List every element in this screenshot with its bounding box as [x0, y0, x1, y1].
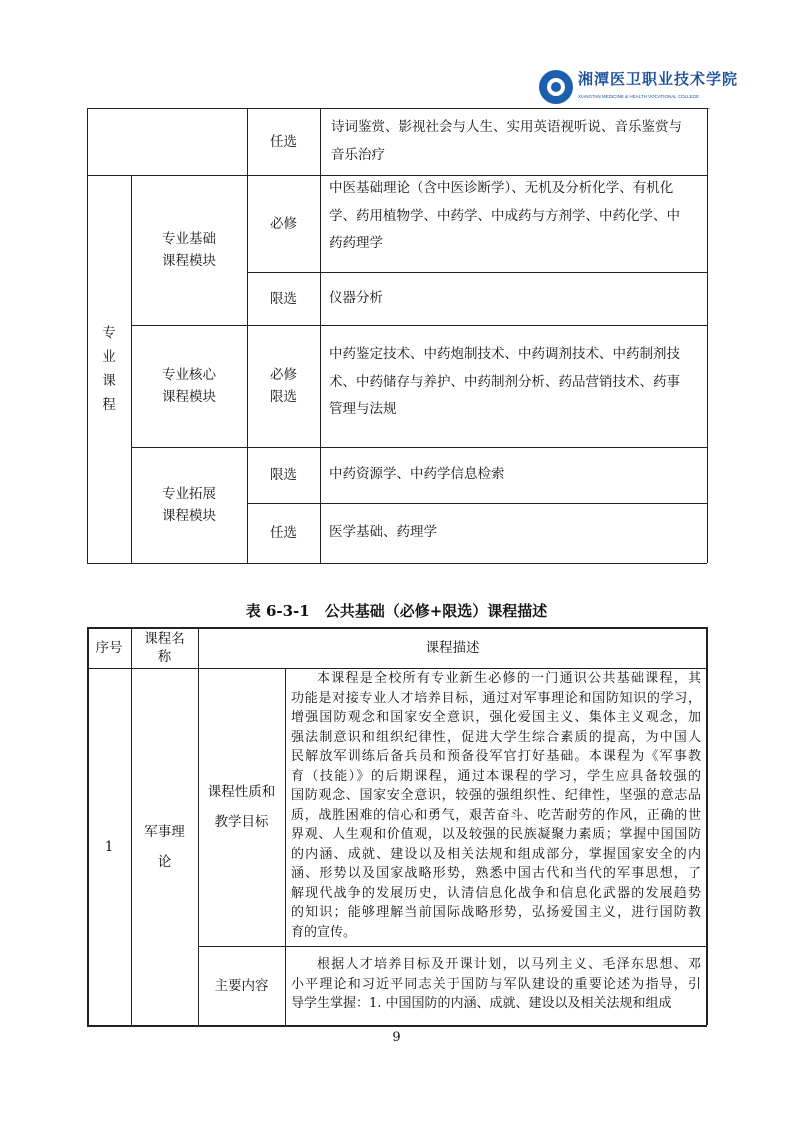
text-line: 民解放军训练后备兵员和预备役军官打好基础。本课程为《军事教 — [291, 749, 701, 764]
t2-header-name: 课程名 称 — [144, 630, 185, 665]
text-line: 本课程是全校所有专业新生必修的一门通识公共基础课程，其 — [317, 671, 701, 686]
page-number: 9 — [392, 1030, 401, 1045]
t2-section-text — [291, 669, 701, 942]
t1-type: 必修 — [270, 215, 297, 232]
text-line: 质，战胜困难的信心和勇气，艰苦奋斗、吃苦耐劳的作风，正确的世 — [291, 807, 701, 823]
t2-section-label: 课程性质和 教学目标 — [207, 784, 276, 830]
t2-row-name: 军事理 论 — [144, 823, 185, 870]
t2-section-label: 主要内容 — [214, 977, 269, 994]
college-name: 湘潭医卫职业技术学院 — [578, 70, 739, 88]
text-line: 导学生掌握：1. 中国国防的内涵、成就、建设以及相关法规和组成 — [291, 996, 672, 1011]
t1-courses: 仪器分析 — [329, 290, 383, 306]
text-line: 育（技能）》的后期课程，通过本课程的学习，学生应具备较强的 — [291, 768, 701, 784]
t1-type: 限选 — [270, 467, 297, 483]
text-line: 功能是对接专业人才培养目标，通过对军事理论和国防知识的学习， — [291, 690, 701, 706]
college-logo — [539, 70, 573, 104]
t2-row-no: 1 — [104, 838, 114, 855]
text-line: 国防观念、国家安全意识，较强的强组织性、纪律性，坚强的意志品 — [291, 788, 701, 803]
text-line: 育的宣传。 — [291, 924, 357, 940]
t1-module-name: 专业拓展 课程模块 — [162, 486, 216, 524]
t2-header-desc: 课程描述 — [425, 639, 480, 656]
t2-section-text — [291, 955, 701, 1014]
t1-module-name: 专业基础 课程模块 — [162, 231, 216, 269]
t1-type: 任选 — [270, 525, 297, 541]
text-line: 的知识；能够理解当前国际战略形势，弘扬爱国主义，进行国防教 — [291, 905, 701, 920]
college-subtitle: XIANGTAN MEDICINE & HEALTH VOCATIONAL COLLEGE — [578, 94, 700, 99]
t1-type: 必修 限选 — [270, 367, 297, 405]
table2-title: 表 6-3-1 公共基础（必修+限选）课程描述 — [245, 602, 548, 620]
t1-category: 专业课程 — [102, 325, 116, 413]
t1-courses: 诗词鉴赏、影视社会与人生、实用英语视听说、音乐鉴赏与 音乐治疗 — [331, 119, 682, 163]
t1-module-name: 专业核心 课程模块 — [162, 367, 216, 405]
text-line: 小平理论和习近平同志关于国防与军队建设的重要论述为指导，引 — [291, 976, 701, 992]
text-line: 涵、形势以及国家战略形势，熟悉中国古代和当代的军事思想，了 — [291, 866, 701, 881]
t1-courses: 中药鉴定技术、中药炮制技术、中药调剂技术、中药制剂技 术、中药储存与养护、中药制剂分析、药品营销技术、药事 管理与法规 — [329, 346, 680, 417]
t1-courses: 中医基础理论（含中医诊断学）、无机及分析化学、有机化 学、药用植物学、中药学、中成药与方剂学、中药化学、中 药药理学 — [329, 180, 680, 251]
t1-type: 限选 — [270, 290, 297, 307]
text-line: 的内涵、成就、建设以及相关法规和组成部分，掌握国家安全的内 — [291, 846, 701, 862]
t2-header-no: 序号 — [95, 639, 123, 656]
text-line: 根据人才培养目标及开课计划，以马列主义、毛泽东思想、邓 — [317, 957, 701, 972]
text-line: 解现代战争的发展历史，认清信息化战争和信息化武器的发展趋势 — [291, 885, 701, 901]
t1-courses: 中药资源学、中药学信息检索 — [329, 466, 505, 482]
text-line: 强法制意识和组织纪律性，促进大学生综合素质的提高，为中国人 — [291, 729, 701, 745]
text-line: 增强国防观念和国家安全意识，强化爱国主义、集体主义观念，加 — [291, 710, 701, 725]
t1-type: 任选 — [270, 133, 297, 150]
text-line: 界观、人生观和价值观，以及较强的民族凝聚力素质；掌握中国国防 — [291, 827, 701, 842]
t1-courses: 医学基础、药理学 — [329, 524, 437, 540]
